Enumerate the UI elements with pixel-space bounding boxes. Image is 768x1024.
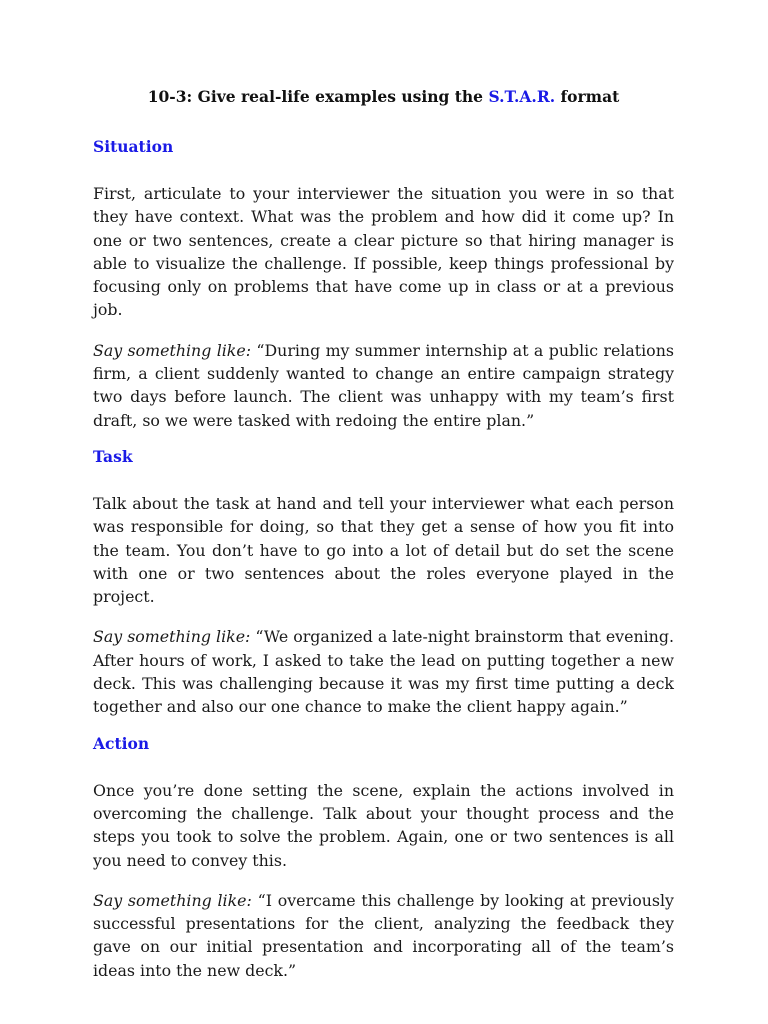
section-heading-action: Action <box>93 733 150 753</box>
title-star-acronym: S.T.A.R. <box>488 87 556 106</box>
title-prefix: 10-3: Give real-life examples using the <box>147 87 489 106</box>
situation-description: First, articulate to your interviewer the situation you were in so that they have context. What was the problem and how did it come up? In one or two sentences, create a clear picture so that hiring manager is able to visualize the challenge. If possible, keep things professional by focusing only on problems that have come up in class or at a previous job. <box>93 184 674 320</box>
say-something-label: Say something like: <box>93 890 252 910</box>
action-example <box>93 889 674 982</box>
section-heading-task: Task <box>93 446 133 466</box>
situation-example-quote: “During my summer internship at a public relations firm, a client suddenly wanted to change an entire campaign strategy two days before launch. The client was unhappy with my team’s first draft, so we were tasked with redoing the entire plan.” <box>93 340 674 430</box>
action-example-quote: “I overcame this challenge by looking at previously successful presentations for the client, analyzing the feedback they gave on our initial presentation and incorporating all of the team’s ideas into the new deck.” <box>93 890 674 980</box>
action-description: Once you’re done setting the scene, explain the actions involved in overcoming the challenge. Talk about your thought process and the steps you took to solve the problem. Again, one or two sentences is all you need to convey this. <box>93 780 674 870</box>
section-situation <box>93 136 674 432</box>
say-something-label: Say something like: <box>93 627 251 647</box>
section-heading-situation: Situation <box>93 137 174 156</box>
title-suffix: format <box>555 87 620 106</box>
task-example <box>93 625 674 718</box>
document-page <box>93 86 674 982</box>
section-action <box>93 733 674 982</box>
say-something-label: Say something like: <box>93 340 252 360</box>
situation-example <box>93 339 674 432</box>
section-task <box>93 446 674 719</box>
task-example-quote: “We organized a late-night brainstorm that evening. After hours of work, I asked to take the lead on putting together a new deck. This was challenging because it was my first time putting a deck together and also our one chance to make the client happy again.” <box>93 627 674 717</box>
task-description: Talk about the task at hand and tell your interviewer what each person was responsible for doing, so that they get a sense of how you fit into the team. You don’t have to go into a lot of detail but do set the scene with one or two sentences about the roles everyone played in the project. <box>93 493 674 607</box>
document-title <box>93 86 674 108</box>
